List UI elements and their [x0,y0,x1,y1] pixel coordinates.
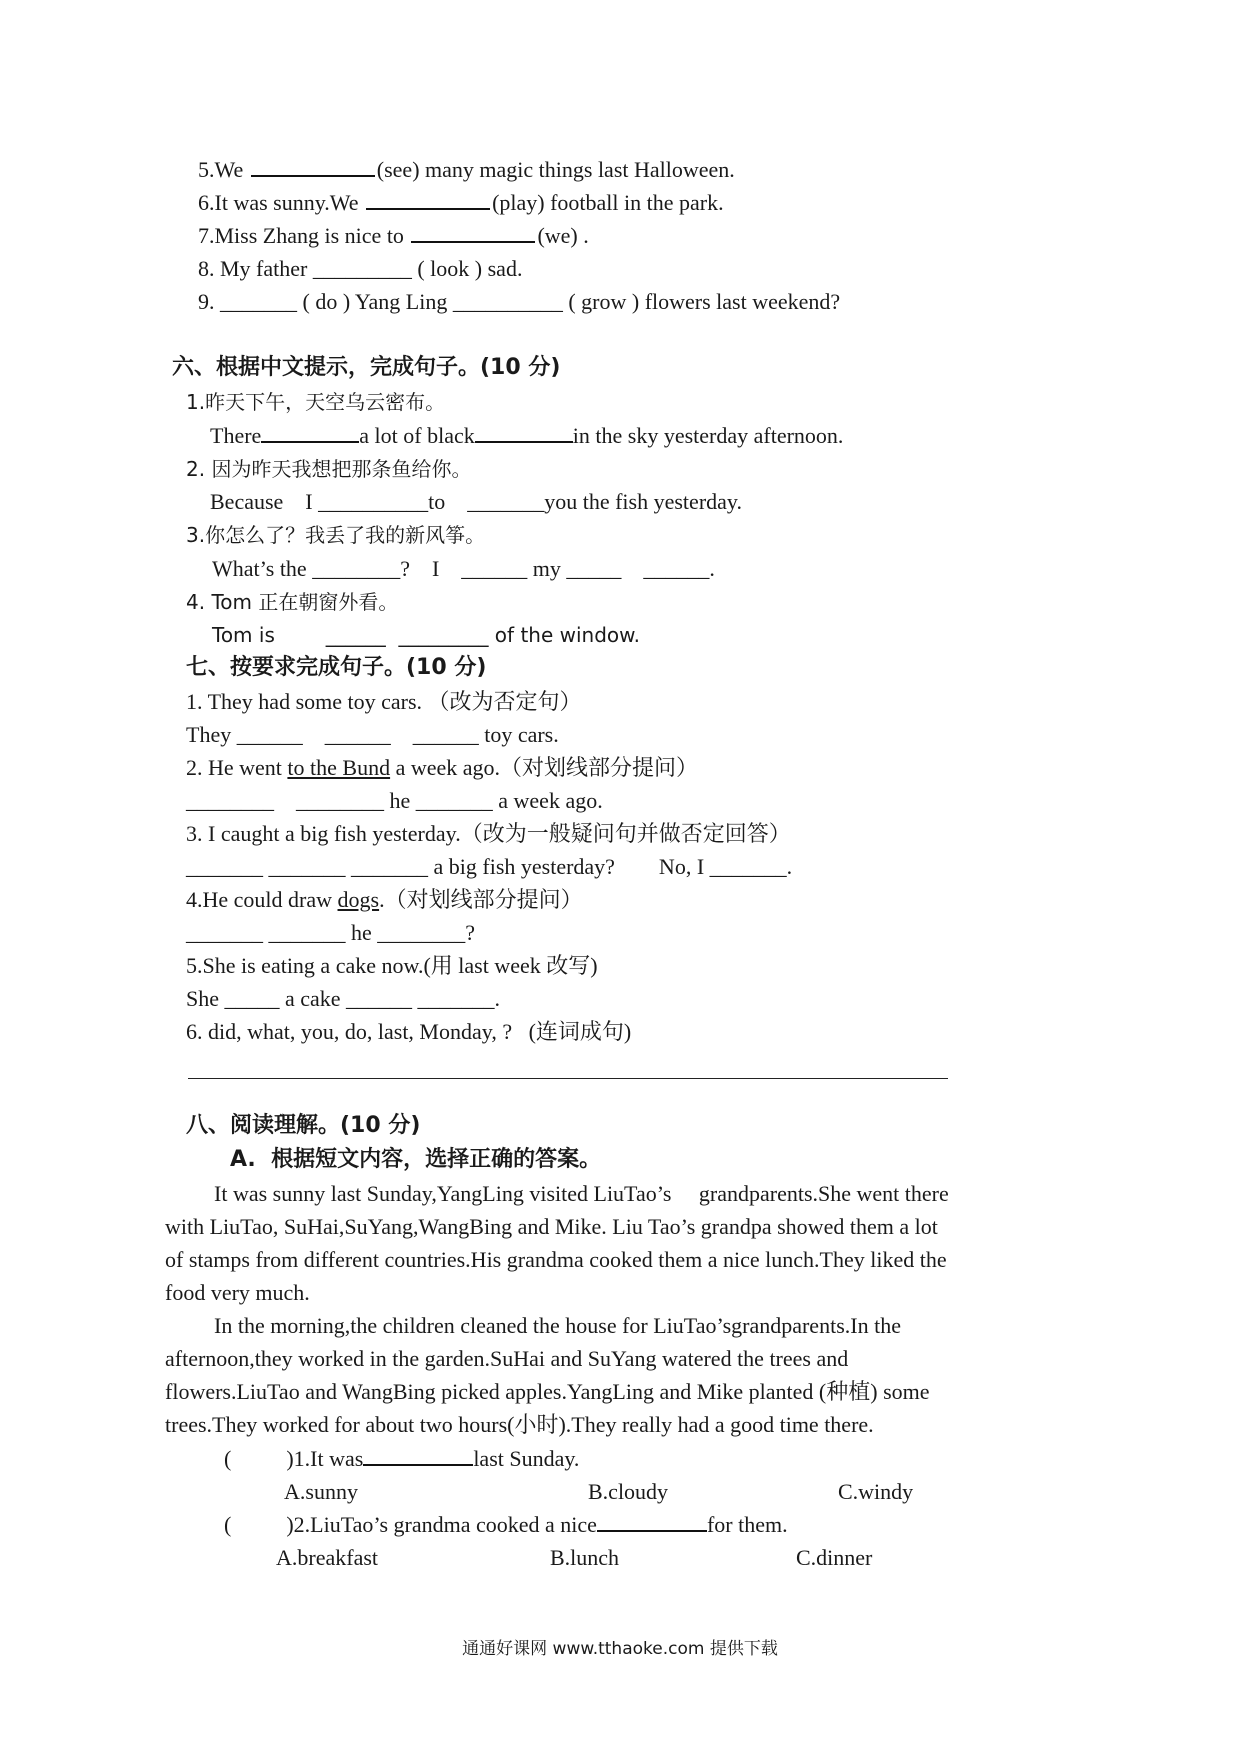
s7-q5-answer: She _____ a cake ______ _______. [186,986,501,1011]
answer-blank [363,1446,473,1466]
s6-q3-english: What’s the ________? I ______ my _____ ______. [212,556,715,581]
s6-q4-english: Tom is ______ _________ of the window. [212,623,641,647]
passage-p2-line4: trees.They worked for about two hours(小时).They really had a good time there. [165,1412,874,1437]
s7-q4-underlined: dogs [337,887,380,912]
s7-q6-answer-line[interactable] [188,1078,948,1079]
s7-q4-answer: _______ _______ he ________? [186,920,476,945]
mc1-option-b[interactable]: B.cloudy [588,1479,669,1504]
section7-heading: 七、按要求完成句子。(10 分) [186,655,487,680]
q7-text-a: 7.Miss Zhang is nice to [198,223,410,248]
s6-q4-chinese: 4. Tom 正在朝窗外看。 [186,590,399,614]
q8-line: 8. My father _________ ( look ) sad. [198,256,523,281]
answer-blank[interactable] [475,423,573,443]
answer-blank[interactable] [261,423,359,443]
q6-text-a: 6.It was sunny.We [198,190,365,215]
s7-q2 [186,754,698,782]
mc2-question [224,1511,788,1539]
passage-p2-line2: afternoon,they worked in the garden.SuHai and SuYang watered the trees and [165,1346,849,1371]
passage-p2-line1: In the morning,the children cleaned the house for LiuTao’sgrandparents.In the [214,1313,901,1338]
passage-p2-line3: flowers.LiuTao and WangBing picked apples.YangLing and Mike planted (种植) some [165,1379,930,1404]
mc2-text-a: 2.LiuTao’s grandma cooked a nice [293,1512,597,1537]
mc1-text-a: 1.It was [293,1446,364,1471]
s7-q3: 3. I caught a big fish yesterday.（改为一般疑问句并做否定回答） [186,821,791,846]
s6-q1-text-a: There [210,423,262,448]
q5-line [198,156,735,184]
answer-blank[interactable] [251,157,375,177]
answer-blank [597,1512,707,1532]
mc2-answer-paren[interactable]: ( ) [224,1512,294,1537]
answer-blank[interactable] [411,223,535,243]
mc2-option-c[interactable]: C.dinner [796,1545,873,1570]
s6-q1-text-b: a lot of black [359,423,475,448]
s7-q5: 5.She is eating a cake now.(用 last week 改写) [186,953,598,978]
s7-q4 [186,886,583,914]
section8-heading: 八、阅读理解。(10 分) [186,1113,421,1138]
answer-blank[interactable] [366,190,490,210]
s6-q2-english: Because I __________to _______you the fish yesterday. [210,489,742,514]
s7-q1-answer: They ______ ______ ______ toy cars. [186,722,559,747]
mc2-text-b: for them. [706,1512,788,1537]
mc1-question [224,1445,579,1473]
mc1-option-a[interactable]: A.sunny [284,1479,358,1504]
s7-q2-underlined: to the Bund [287,755,391,780]
s7-q1: 1. They had some toy cars. （改为否定句） [186,689,582,714]
q9-line: 9. _______ ( do ) Yang Ling __________ ( grow ) flowers last weekend? [198,289,841,314]
s7-q4-text-a: 4.He could draw [186,887,338,912]
s7-q6: 6. did, what, you, do, last, Monday, ? (连词成句) [186,1019,632,1044]
mc1-option-c[interactable]: C.windy [838,1479,914,1504]
passage-p1-line4: food very much. [165,1280,310,1305]
s6-q1-text-c: in the sky yesterday afternoon. [572,423,844,448]
passage-p1-line3: of stamps from different countries.His grandma cooked them a nice lunch.They liked the [165,1247,947,1272]
s6-q1-english [210,422,843,450]
q5-text-b: (see) many magic things last Halloween. [376,157,735,182]
passage-p1-line2: with LiuTao, SuHai,SuYang,WangBing and Mike. Liu Tao’s grandpa showed them a lot [165,1214,938,1239]
s7-q2-text-b: a week ago.（对划线部分提问） [390,755,699,780]
s7-q2-text-a: 2. He went [186,755,288,780]
section8-subheading: A. 根据短文内容，选择正确的答案。 [230,1147,602,1172]
mc1-answer-paren[interactable]: ( ) [224,1446,294,1471]
s7-q3-answer: _______ _______ _______ a big fish yesterday? No, I _______. [186,854,793,879]
mc2-option-a[interactable]: A.breakfast [276,1545,379,1570]
s6-q1-chinese: 1.昨天下午，天空乌云密布。 [186,390,446,414]
s7-q2-answer: ________ ________ he _______ a week ago. [186,788,603,813]
passage-p1-line1: It was sunny last Sunday,YangLing visited LiuTao’s grandparents.She went there [214,1181,949,1206]
q7-line [198,222,589,250]
s7-q4-text-b: .（对划线部分提问） [379,887,583,912]
s6-q2-chinese: 2. 因为昨天我想把那条鱼给你。 [186,457,472,481]
q7-text-b: (we) . [537,223,589,248]
mc2-option-b[interactable]: B.lunch [550,1545,620,1570]
mc1-text-b: last Sunday. [473,1446,580,1471]
q6-text-b: (play) football in the park. [492,190,724,215]
q6-line [198,189,724,217]
s6-q3-chinese: 3.你怎么了？我丢了我的新风筝。 [186,523,486,547]
q5-text-a: 5.We [198,157,249,182]
footer-watermark: 通通好课网 www.tthaoke.com 提供下载 [462,1639,778,1659]
section6-heading: 六、根据中文提示，完成句子。(10 分) [172,355,561,380]
